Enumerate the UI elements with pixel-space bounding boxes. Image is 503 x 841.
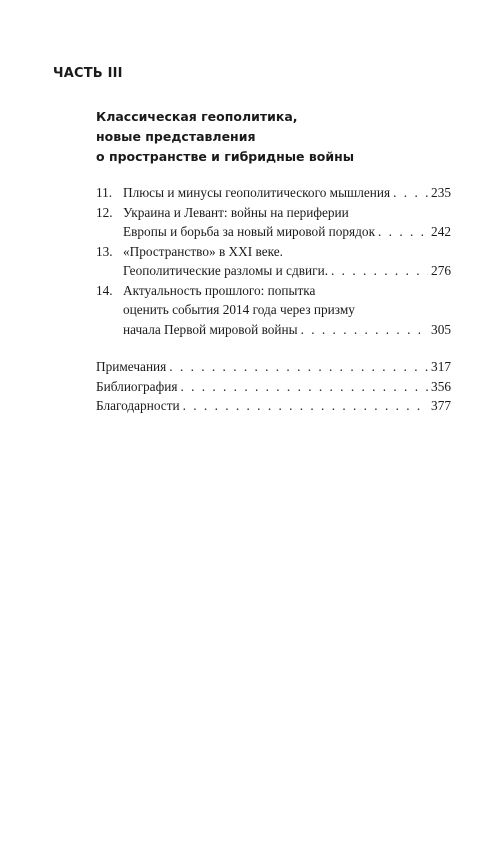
entry-title: Примечания xyxy=(96,359,167,374)
toc-entry-notes[interactable] xyxy=(96,357,451,377)
toc-entry-acknowledgements[interactable] xyxy=(96,396,451,416)
page-number: 305 xyxy=(431,321,451,337)
section-heading-line: новые представления xyxy=(96,129,256,144)
chapter-title: Плюсы и минусы геополитического мышления xyxy=(123,185,391,200)
chapter-number: 13. xyxy=(96,243,113,259)
chapter-title: оценить события 2014 года через призму xyxy=(123,302,355,317)
toc-entry-14-cont2[interactable] xyxy=(96,320,451,340)
chapter-title: Европы и борьба за новый мировой порядок xyxy=(123,224,376,239)
toc-entry-13-cont[interactable] xyxy=(96,261,451,281)
dot-leader xyxy=(331,261,428,281)
page-number: 242 xyxy=(431,224,451,239)
chapter-title: Актуальность прошлого: попытка xyxy=(123,282,316,298)
section-heading-line: о пространстве и гибридные войны xyxy=(96,149,355,164)
dot-leader xyxy=(180,377,428,397)
toc-entry-11[interactable] xyxy=(96,183,451,203)
chapter-number: 14. xyxy=(96,282,113,298)
dot-leader xyxy=(183,396,428,416)
entry-title: Библиография xyxy=(96,378,178,394)
entry-title: Благодарности xyxy=(96,398,180,413)
chapter-title: Украина и Левант: войны на периферии xyxy=(123,204,349,220)
chapter-title: Геополитические разломы и сдвиги. xyxy=(123,263,329,278)
page-number: 356 xyxy=(431,378,451,394)
toc-entry-13[interactable] xyxy=(96,242,451,262)
dot-leader xyxy=(393,183,428,203)
section-heading xyxy=(96,107,354,167)
page-number: 377 xyxy=(431,398,451,413)
toc-entry-12-cont[interactable] xyxy=(96,222,451,242)
chapter-number: 11. xyxy=(96,185,113,200)
chapter-title: «Пространство» в XXI веке. xyxy=(123,243,283,259)
dot-leader xyxy=(301,320,428,340)
chapter-list xyxy=(96,183,451,339)
page-number: 317 xyxy=(431,359,451,374)
chapter-title: начала Первой мировой войны xyxy=(123,321,298,337)
toc-entry-14-cont[interactable] xyxy=(96,300,451,320)
toc-entry-12[interactable] xyxy=(96,203,451,223)
chapter-number: 12. xyxy=(96,204,113,220)
page-number: 235 xyxy=(431,185,451,200)
section-heading-line: Классическая геополитика, xyxy=(96,109,298,124)
back-matter-list xyxy=(96,357,451,416)
page-number: 276 xyxy=(431,263,451,278)
part-title: ЧАСТЬ III xyxy=(53,66,123,81)
toc-entry-bibliography[interactable] xyxy=(96,377,451,397)
dot-leader xyxy=(169,357,428,377)
dot-leader xyxy=(378,222,428,242)
toc-entry-14[interactable] xyxy=(96,281,451,301)
